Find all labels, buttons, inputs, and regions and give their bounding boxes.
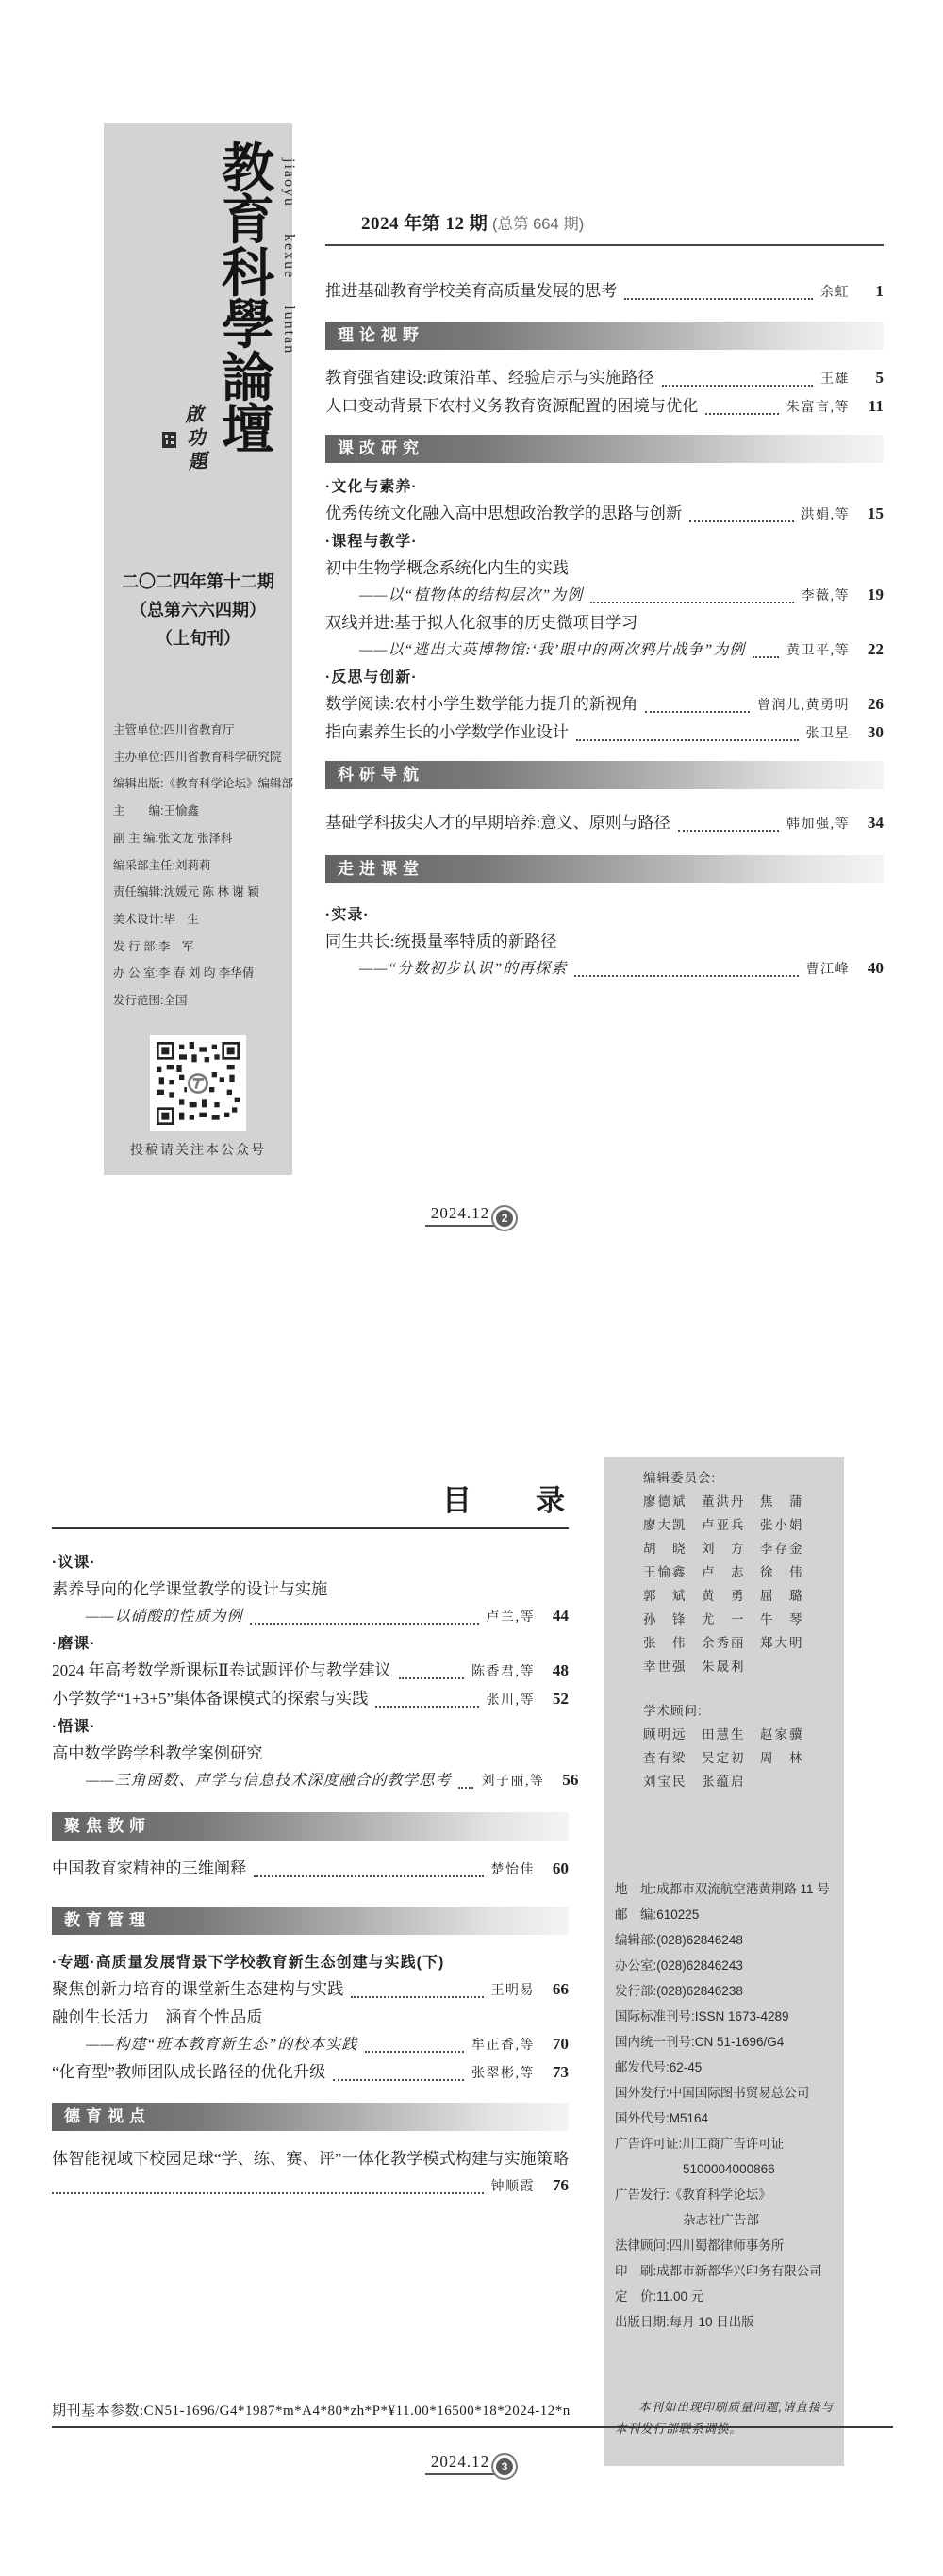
page2-toc-column [52,1482,579,2201]
dot-leader [52,2192,484,2194]
entry-subtitle: ——以“逃出大英博物馆:‘我’眼中的两次鸦片战争”为例 [359,642,746,658]
inscription-char: 啟 [184,404,205,426]
column-subhead: ·课程与教学· [325,534,418,550]
dot-leader [458,1787,473,1789]
toc-title-rule [52,1527,569,1529]
masthead-line: 副 主 编:张文龙 张泽科 [113,831,233,845]
dot-leader [250,1623,478,1625]
dot-leader [645,711,750,713]
footer-date: 2024.12 [425,1204,497,1227]
column-subhead: ·反思与创新· [325,669,418,685]
column-subhead: ·悟课· [52,1719,96,1735]
entry-title: 双线并进:基于拟人化叙事的历史微项目学习 [325,614,638,632]
entry-title: 同生共长:统摄量率特质的新路径 [325,933,557,950]
entry-subtitle: ——三角函数、声学与信息技术深度融合的教学思考 [86,1773,452,1789]
entry-title: “化育型”教师团队成长路径的优化升级 [52,2063,326,2081]
issue-line: （上旬刊） [156,629,240,648]
entry-subtitle: ——以“植物体的结构层次”为例 [359,587,584,603]
toc-entry [325,278,884,306]
dot-leader [662,385,813,387]
editorial-board-row: 王愉鑫 卢 志 徐 伟 [643,1565,804,1579]
section-badge-classroom: 走进课堂 [325,855,884,883]
toc-entry [325,719,884,748]
masthead-line: 发 行 部:李 军 [113,939,194,953]
masthead [113,717,293,1015]
info-line-ad-license-number: 5100004000866 [683,2162,775,2176]
editorial-board-row: 张 伟 余秀丽 郑大明 [643,1636,804,1650]
toc-entry [325,501,884,529]
page2-footer [0,2448,943,2480]
issue-info [104,568,292,652]
info-line-foreign-code: 国外代号:M5164 [615,2111,709,2125]
toc-entry-subtitle [52,1767,579,1795]
issue-line: （总第六六四期） [130,601,266,619]
entry-page-number: 52 [552,1690,569,1708]
page-number: 2 [496,1210,513,1227]
section-badge-theory: 理论视野 [325,322,884,350]
entry-title: 数学阅读:农村小学生数学能力提升的新视角 [325,695,638,713]
entry-title: 优秀传统文化融入高中思想政治教学的思路与创新 [325,504,683,522]
editorial-board-row: 廖大凯 卢亚兵 张小娟 [643,1518,804,1532]
info-line-ad-publisher-2: 杂志社广告部 [683,2213,759,2227]
entry-author: 李薇,等 [801,589,850,603]
entry-page-number: 73 [552,2063,569,2081]
entry-page-number: 15 [867,504,884,522]
advisor-row: 刘宝民 张蕴启 [643,1775,746,1789]
title-char: 論 [222,346,274,409]
entry-subtitle: ——构建“班本教育新生态”的校本实践 [86,2037,358,2053]
toc-title: 目 录 [442,1484,567,1517]
toc-entry-subtitle [325,955,884,983]
issue-header-main: 2024 年第 12 期 [361,214,488,234]
toc-entry [325,810,884,838]
issue-header [325,209,884,246]
issue-line: 二〇二四年第十二期 [122,572,274,591]
entry-title: 小学数学“1+3+5”集体备课模式的探索与实践 [52,1690,369,1708]
entry-page-number: 66 [552,1980,569,1998]
page-number: 3 [496,2458,513,2475]
page-number-badge [491,1205,518,1231]
inscription-char: 題 [187,451,208,473]
qr-block [104,1035,292,1159]
section-badge-moral-education: 德育视点 [52,2103,569,2131]
editorial-board-row: 郭 斌 黄 勇 屈 璐 [643,1589,804,1603]
entry-subtitle: ——“分数初步认识”的再探索 [359,961,568,977]
entry-author: 王雄 [820,372,850,387]
entry-author: 张川,等 [486,1693,535,1708]
entry-title: 素养导向的化学课堂教学的设计与实施 [52,1580,328,1598]
entry-title: 指向素养生长的小学数学作业设计 [325,723,569,741]
dot-leader [624,298,813,300]
dot-leader [689,520,793,522]
toc-entry [52,2146,569,2172]
masthead-line: 编采部主任:刘莉莉 [113,858,211,872]
section-badge-research: 科研导航 [325,761,884,789]
journal-title-calligraphy [217,138,279,462]
entry-author: 洪娟,等 [801,508,850,522]
toc-entry [325,393,884,421]
dot-leader [365,2051,464,2053]
entry-author: 黄卫平,等 [786,644,850,658]
qr-caption: 投稿请关注本公众号 [130,1142,266,1157]
info-line-pub-date: 出版日期:每月 10 日出版 [615,2315,754,2329]
entry-title: 教育强省建设:政策沿革、经验启示与实施路径 [325,369,654,387]
toc-entry [325,691,884,719]
info-line-ad-license: 广告许可证:川工商广告许可证 [615,2137,785,2151]
entry-page-number: 11 [868,397,884,415]
dot-leader [574,975,798,977]
entry-page-number: 76 [552,2176,569,2194]
toc-entry-subtitle [52,2031,569,2059]
entry-title: 体智能视域下校园足球“学、练、赛、评”一体化教学模式构建与实施策略 [52,2150,570,2168]
footer-date: 2024.12 [425,2452,497,2475]
entry-author: 余虹 [820,286,850,300]
entry-author: 张翠彬,等 [472,2067,535,2081]
masthead-line: 办 公 室:李 春 刘 昀 李华倩 [113,966,255,981]
info-line-issn: 国际标准刊号:ISSN 1673-4289 [615,2009,789,2023]
entry-author: 楚怡佳 [490,1863,535,1877]
entry-page-number: 56 [562,1771,579,1789]
column-subhead: ·议课· [52,1555,96,1571]
title-char: 學 [222,294,274,357]
info-line-address: 地 址:成都市双流航空港黄荆路 11 号 [615,1882,830,1896]
column-subhead: ·文化与素养· [325,479,418,495]
advisor-row: 顾明远 田慧生 赵家骥 [643,1727,804,1742]
entry-author: 韩加强,等 [786,817,850,832]
entry-page-number: 48 [552,1661,569,1679]
page1-toc-column [325,209,884,983]
entry-title: 人口变动背景下农村义务教育资源配置的困境与优化 [325,397,699,415]
entry-title: 初中生物学概念系统化内生的实践 [325,559,569,577]
masthead-line: 发行范围:全国 [113,994,188,1008]
masthead-line: 责任编辑:沈媛元 陈 林 谢 颖 [113,885,259,900]
title-char: 科 [222,241,274,305]
publication-infobox [604,1457,844,2466]
entry-author: 刘子丽,等 [481,1775,545,1789]
info-line-editorial-phone: 编辑部:(028)62846248 [615,1933,743,1947]
toc-entry [52,1856,569,1884]
dot-leader [576,739,799,741]
toc-entry [52,1577,569,1603]
toc-entry [325,929,884,955]
info-line-cn: 国内统一刊号:CN 51-1696/G4 [615,2035,785,2049]
info-line-postcode: 邮 编:610225 [615,1907,700,1922]
print-quality-note: 本刊如出现印刷质量问题,请直接与本刊发行部联系调换。 [615,2401,834,2436]
title-char: 教 [222,138,274,200]
entry-page-number: 1 [875,282,884,300]
entry-title: 2024 年高考数学新课标Ⅱ卷试题评价与教学建议 [52,1661,391,1679]
toc-entry-subtitle [52,1603,569,1631]
advisors-label: 学术顾问: [643,1704,703,1718]
cover-panel [104,123,297,1175]
masthead-line: 主 编:王愉鑫 [113,804,199,818]
info-line-ad-publisher: 广告发行:《教育科学论坛》 [615,2188,771,2202]
entry-author: 曾润儿,黄勇明 [757,699,850,713]
info-line-distribution-phone: 发行部:(028)62846238 [615,1984,743,1998]
toc-entry-subtitle [325,636,884,665]
column-subhead: ·磨课· [52,1636,96,1652]
toc-entry [52,1976,569,2005]
entry-title: 融创生长活力 涵育个性品质 [52,2008,263,2026]
dot-leader [254,1875,483,1877]
editorial-board-row: 孙 锋 尤 一 牛 琴 [643,1612,804,1627]
editorial-board-row: 胡 晓 刘 方 李存金 [643,1542,804,1556]
toc-entry [52,1686,569,1714]
entry-title: 推进基础教育学校美育高质量发展的思考 [325,282,618,300]
dot-leader [590,602,793,603]
journal-title-pinyin: jiaoyu kexue luntan [281,158,297,355]
entry-author: 陈香君,等 [472,1665,535,1679]
masthead-line: 美术设计:毕 生 [113,912,199,926]
toc-entry [52,2005,569,2031]
info-line-price: 定 价:11.00 元 [615,2289,704,2304]
dot-leader [678,830,779,832]
entry-page-number: 70 [552,2035,569,2053]
title-char: 育 [222,190,274,253]
entry-page-number: 34 [867,814,884,832]
entry-author: 钟顺霞 [490,2180,535,2194]
seal-stamp-icon [162,432,176,448]
entry-author: 朱富言,等 [786,401,850,415]
inscription-text [184,403,207,474]
entry-page-number: 30 [867,723,884,741]
toc-entry [325,555,884,582]
masthead-line: 主办单位:四川省教育科学研究院 [113,750,282,764]
entry-title: 聚焦创新力培育的课堂新生态建构与实践 [52,1980,344,1998]
toc-entry [52,1658,569,1686]
info-line-legal: 法律顾问:四川蜀都律师事务所 [615,2238,785,2253]
inscription-char: 功 [186,427,207,450]
info-line-office-phone: 办公室:(028)62846243 [615,1958,743,1973]
journal-parameters-line: 期刊基本参数:CN51-1696/G4*1987*m*A4*80*zh*P*¥11.00*16500*18*2024-12*n [52,2400,893,2428]
info-line-foreign-distribution: 国外发行:中国国际图书贸易总公司 [615,2086,810,2100]
entry-title: 中国教育家精神的三维阐释 [52,1859,247,1877]
editorial-board-row: 幸世强 朱晟利 [643,1660,746,1674]
entry-title: 高中数学跨学科教学案例研究 [52,1744,263,1762]
entry-page-number: 22 [867,640,884,658]
info-line-post-code: 邮发代号:62-45 [615,2060,703,2074]
toc-entry-continuation [52,2172,569,2201]
section-badge-management: 教育管理 [52,1907,569,1935]
info-line-printer: 印 刷:成都市新都华兴印务有限公司 [615,2264,822,2278]
editorial-board-row: 廖德斌 董洪丹 焦 蒲 [643,1494,804,1509]
entry-page-number: 5 [875,369,884,387]
qr-code [157,1042,240,1125]
entry-page-number: 19 [867,586,884,603]
dot-leader [705,413,779,415]
page-number-badge [491,2453,518,2480]
dot-leader [375,1706,478,1708]
toc-entry-subtitle [325,582,884,610]
entry-subtitle: ——以硝酸的性质为例 [86,1609,243,1625]
toc-entry [52,1741,569,1767]
entry-author: 张卫星 [805,727,850,741]
issue-header-total: (总第 664 期) [492,216,585,233]
column-subhead: ·实录· [325,907,370,923]
title-char: 壇 [222,399,274,462]
dot-leader [351,1996,483,1998]
entry-author: 卢兰,等 [486,1610,535,1625]
section-badge-curriculum: 课改研究 [325,435,884,463]
toc-entry [52,2059,569,2088]
entry-author: 王明易 [490,1984,535,1998]
toc-entry [325,365,884,393]
dot-leader [399,1677,464,1679]
advisor-row: 查有梁 吴定初 周 林 [643,1751,804,1765]
masthead-line: 编辑出版:《教育科学论坛》编辑部 [113,777,293,791]
entry-author: 牟正香,等 [472,2039,535,2053]
page1-footer [0,1199,943,1231]
editorial-board-label: 编辑委员会: [643,1471,717,1485]
toc-entry [325,610,884,636]
entry-page-number: 60 [552,1859,569,1877]
dot-leader [753,656,779,658]
entry-author: 曹江峰 [805,963,850,977]
entry-page-number: 40 [867,959,884,977]
entry-page-number: 44 [552,1607,569,1625]
masthead-line: 主管单位:四川省教育厅 [113,723,235,736]
entry-page-number: 26 [867,695,884,713]
entry-title: 基础学科拔尖人才的早期培养:意义、原则与路径 [325,814,670,832]
column-subhead: ·专题·高质量发展背景下学校教育新生态创建与实践(下) [52,1955,445,1971]
dot-leader [333,2079,464,2081]
section-badge-teachers: 聚焦教师 [52,1812,569,1841]
